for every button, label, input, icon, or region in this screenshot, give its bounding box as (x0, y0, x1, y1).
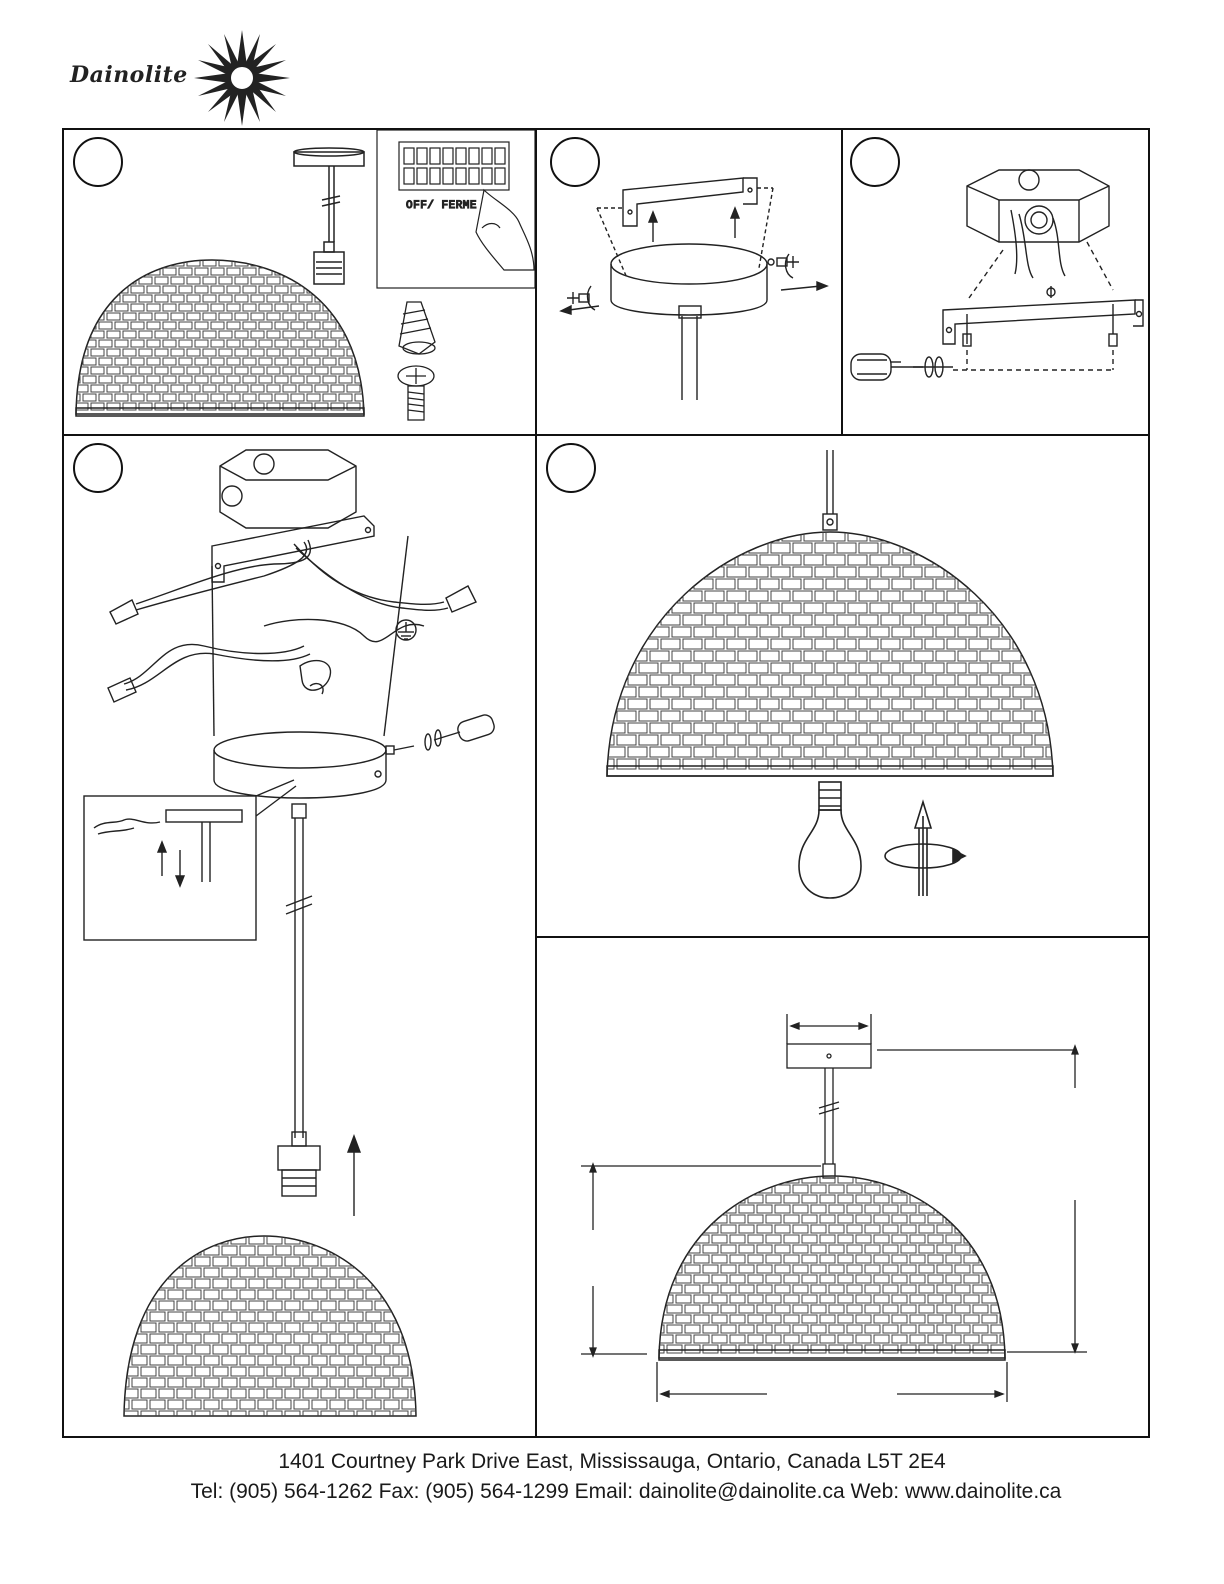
step-4-number-circle (74, 444, 122, 492)
screw-icon (398, 366, 434, 420)
inset-off-label: OFF/ FERME (406, 200, 478, 212)
step-5-number-circle (547, 444, 595, 492)
junction-box-drawing (943, 170, 1143, 370)
step-5-panel (537, 436, 1148, 936)
dome-shade-drawing (595, 531, 1065, 776)
dimension-panel (537, 938, 1148, 1436)
footer-address: 1401 Courtney Park Drive East, Mississauga, Ontario, Canada L5T 2E4 (278, 1450, 946, 1473)
instruction-grid (62, 128, 1150, 1438)
dome-shade-drawing (67, 259, 376, 416)
rotate-arrow-icon (885, 802, 965, 896)
dome-shade-drawing (114, 1235, 426, 1420)
brand-name: Dainolite (70, 62, 188, 88)
light-bulb-icon (799, 782, 861, 898)
step-1-panel (64, 130, 535, 434)
dome-shade-drawing (649, 1175, 1015, 1360)
canopy-socket-drawing (294, 148, 364, 284)
bracket-canopy-drawing (561, 178, 827, 400)
step-3-number-circle (851, 138, 899, 186)
wire-nut-icon (399, 302, 435, 354)
step-2-panel (537, 130, 841, 434)
step-2-number-circle (551, 138, 599, 186)
sun-logo-icon (192, 28, 292, 128)
breaker-inset (377, 130, 535, 288)
step-1-number-circle (74, 138, 122, 186)
step-4-panel (64, 436, 535, 1436)
screwdriver-icon (851, 354, 953, 380)
footer-contact: Tel: (905) 564-1262 Fax: (905) 564-1299 Email: dainolite@dainolite.ca Web: www.dainolite.ca (190, 1480, 1062, 1503)
brand-logo (66, 28, 296, 128)
step-3-panel (843, 130, 1148, 434)
wiring-drawing (84, 450, 496, 1216)
ground-symbol-icon (396, 620, 416, 640)
